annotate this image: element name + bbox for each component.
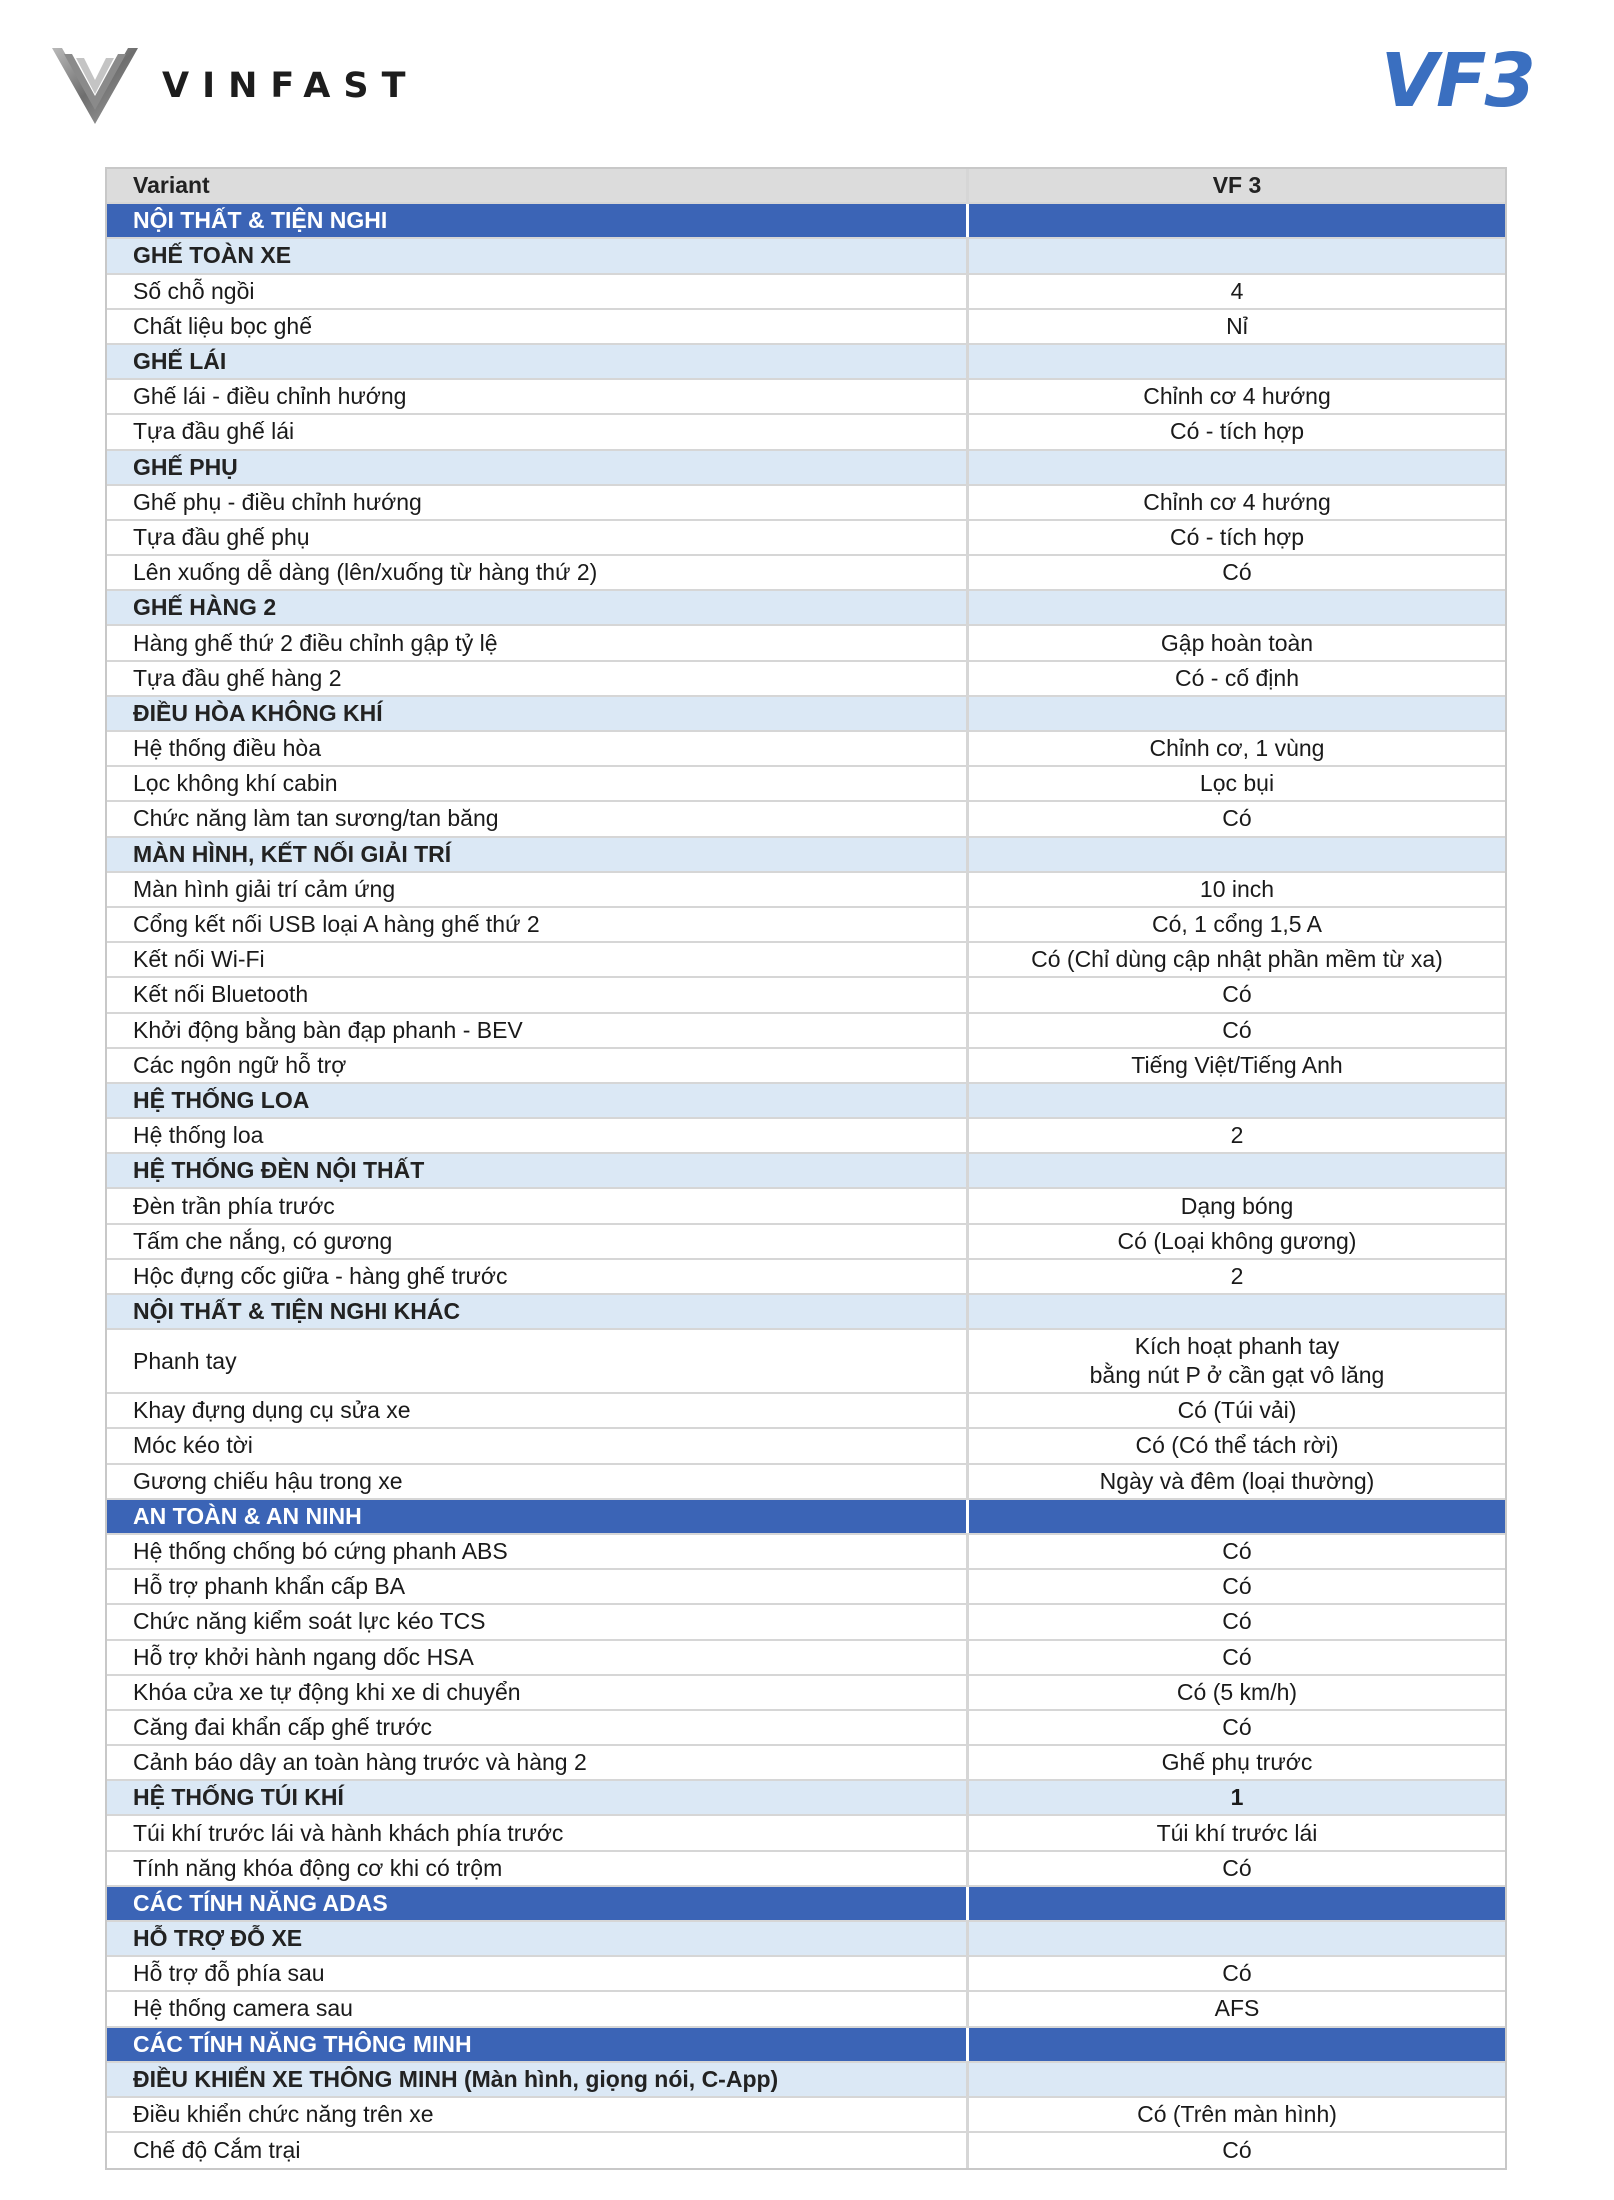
table-row [107,380,1505,415]
row-label: GHẾ TOÀN XE [107,239,969,272]
subsection-row [107,838,1505,873]
row-label: Khởi động bằng bàn đạp phanh - BEV [107,1014,969,1047]
row-label: Tấm che nắng, có gương [107,1225,969,1258]
table-row [107,626,1505,661]
row-label: Màn hình giải trí cảm ứng [107,873,969,906]
row-value: Có (Chỉ dùng cập nhật phần mềm từ xa) [1031,946,1443,973]
row-label: Chức năng làm tan sương/tan băng [107,802,969,835]
table-row [107,873,1505,908]
row-label: Hệ thống điều hòa [107,732,969,765]
row-value: Có - tích hợp [1170,523,1304,550]
row-value: Có [1222,1016,1252,1043]
row-label: Tựa đầu ghế hàng 2 [107,662,969,695]
row-value: Chỉnh cơ 4 hướng [1143,488,1331,515]
row-value: Có [1222,981,1252,1008]
row-label: Hỗ trợ khởi hành ngang dốc HSA [107,1641,969,1674]
table-row [107,310,1505,345]
table-row [107,1570,1505,1605]
row-value [969,1295,1505,1328]
row-value [969,697,1505,730]
row-value: Có [1222,1573,1252,1600]
row-value: Có - cố định [1174,664,1299,691]
row-value: Có, 1 cổng 1,5 A [1151,911,1323,938]
table-row [107,908,1505,943]
row-value: Chỉnh cơ 4 hướng [1143,383,1331,410]
table-row [107,1260,1505,1295]
row-value: Có (Túi vải) [1177,1397,1297,1424]
table-row [107,2133,1505,2168]
row-label: Hệ thống camera sau [107,1992,969,2025]
row-label: Ghế phụ - điều chỉnh hướng [107,486,969,519]
row-label: Cảnh báo dây an toàn hàng trước và hàng 2 [107,1746,969,1779]
subsection-row [107,451,1505,486]
header-variant-value: VF 3 [1212,172,1262,199]
row-label: Số chỗ ngồi [107,275,969,308]
subsection-row [107,1781,1505,1816]
row-label: GHẾ LÁI [107,345,969,378]
row-label: Hệ thống loa [107,1119,969,1152]
section-row [107,1887,1505,1922]
row-value [969,1922,1505,1955]
table-row [107,1605,1505,1640]
table-row [107,978,1505,1013]
row-label: Điều khiển chức năng trên xe [107,2098,969,2131]
row-value: Có [1222,559,1252,586]
row-value: Có [1222,2137,1252,2164]
table-row [107,802,1505,837]
row-value: Có [1222,1608,1252,1635]
table-row [107,732,1505,767]
row-label: AN TOÀN & AN NINH [107,1500,969,1533]
row-label: Tựa đầu ghế lái [107,415,969,448]
vinfast-logo [50,42,418,130]
row-value: 1 [1230,1784,1244,1811]
vinfast-v-icon [50,44,140,128]
row-value [969,591,1505,624]
row-label: HỆ THỐNG LOA [107,1084,969,1117]
table-row [107,1957,1505,1992]
row-value: Có [1222,1960,1252,1987]
section-row [107,204,1505,239]
table-row [107,1465,1505,1500]
row-label: Chức năng kiểm soát lực kéo TCS [107,1605,969,1638]
row-value: Chỉnh cơ, 1 vùng [1149,735,1325,762]
row-label: Tựa đầu ghế phụ [107,521,969,554]
table-row [107,1676,1505,1711]
table-row [107,1429,1505,1464]
row-label: Gương chiếu hậu trong xe [107,1465,969,1498]
row-value [969,1500,1505,1533]
subsection-row [107,697,1505,732]
table-row [107,1014,1505,1049]
row-label: Chất liệu bọc ghế [107,310,969,343]
row-value: Gập hoàn toàn [1160,629,1314,656]
row-label: Cổng kết nối USB loại A hàng ghế thứ 2 [107,908,969,941]
table-row [107,1711,1505,1746]
subsection-row [107,345,1505,380]
row-label: Ghế lái - điều chỉnh hướng [107,380,969,413]
row-value: Có (Trên màn hình) [1137,2101,1337,2128]
row-value [969,345,1505,378]
table-row [107,1992,1505,2027]
table-row [107,767,1505,802]
table-row [107,415,1505,450]
table-row [107,1535,1505,1570]
row-value: Ngày và đêm (loại thường) [1099,1467,1375,1494]
header-variant-label: Variant [107,169,969,202]
row-value: Có (Có thể tách rời) [1135,1432,1339,1459]
row-label: Phanh tay [107,1330,969,1392]
table-row [107,1394,1505,1429]
row-value: Ghế phụ trước [1161,1749,1313,1776]
subsection-row [107,591,1505,626]
row-value: 2 [1230,1122,1244,1149]
row-value: 4 [1230,277,1244,304]
row-value: Có [1222,1643,1252,1670]
table-row [107,2098,1505,2133]
model-logo: VF3 [1380,38,1534,124]
table-row [107,1189,1505,1224]
row-label: Lên xuống dễ dàng (lên/xuống từ hàng thứ 2) [107,556,969,589]
table-row [107,1330,1505,1394]
row-label: Hệ thống chống bó cứng phanh ABS [107,1535,969,1568]
row-label: Hỗ trợ đỗ phía sau [107,1957,969,1990]
table-row [107,1641,1505,1676]
row-value: Có [1222,1713,1252,1740]
row-label: HỆ THỐNG ĐÈN NỘI THẤT [107,1154,969,1187]
row-value [969,204,1505,237]
subsection-row [107,1154,1505,1189]
row-label: Lọc không khí cabin [107,767,969,800]
table-body [107,204,1505,2168]
row-value [969,2063,1505,2096]
row-value [969,1084,1505,1117]
row-label: HỖ TRỢ ĐỖ XE [107,1922,969,1955]
row-label: MÀN HÌNH, KẾT NỐI GIẢI TRÍ [107,838,969,871]
row-value: Tiếng Việt/Tiếng Anh [1131,1051,1343,1078]
table-row [107,1225,1505,1260]
row-value [969,2028,1505,2061]
table-row [107,1816,1505,1851]
brand-name: VINFAST [162,66,419,106]
row-value: Có [1222,805,1252,832]
row-label: Hỗ trợ phanh khẩn cấp BA [107,1570,969,1603]
row-value [969,838,1505,871]
row-label: Móc kéo tời [107,1429,969,1462]
table-row [107,1119,1505,1154]
row-value: 2 [1230,1262,1244,1289]
subsection-row [107,239,1505,274]
table-row [107,275,1505,310]
row-value: Dạng bóng [1180,1192,1294,1219]
row-label: Khay đựng dụng cụ sửa xe [107,1394,969,1427]
table-row [107,662,1505,697]
row-label: Chế độ Cắm trại [107,2133,969,2168]
row-label: Kết nối Bluetooth [107,978,969,1011]
row-value: Lọc bụi [1199,770,1275,797]
row-label: Các ngôn ngữ hỗ trợ [107,1049,969,1082]
row-value [969,1887,1505,1920]
row-label: ĐIỀU HÒA KHÔNG KHÍ [107,697,969,730]
row-value: Có - tích hợp [1170,418,1304,445]
row-label: HỆ THỐNG TÚI KHÍ [107,1781,969,1814]
table-row [107,1746,1505,1781]
row-value: Có [1222,1854,1252,1881]
row-value: Có [1222,1538,1252,1565]
row-label: GHẾ HÀNG 2 [107,591,969,624]
table-row [107,1049,1505,1084]
table-header-row [107,169,1505,204]
row-value: 10 inch [1199,875,1275,902]
row-value: Có (Loại không gương) [1117,1227,1357,1254]
row-label: NỘI THẤT & TIỆN NGHI KHÁC [107,1295,969,1328]
subsection-row [107,1922,1505,1957]
row-label: CÁC TÍNH NĂNG THÔNG MINH [107,2028,969,2061]
row-label: ĐIỀU KHIỂN XE THÔNG MINH (Màn hình, giọng nói, C-App) [107,2063,969,2096]
row-label: GHẾ PHỤ [107,451,969,484]
row-value [969,239,1505,272]
row-label: Hàng ghế thứ 2 điều chỉnh gập tỷ lệ [107,626,969,659]
row-label: NỘI THẤT & TIỆN NGHI [107,204,969,237]
table-row [107,486,1505,521]
row-label: Tính năng khóa động cơ khi có trộm [107,1852,969,1885]
row-label: Căng đai khẩn cấp ghế trước [107,1711,969,1744]
row-value: Nỉ [1226,312,1248,339]
section-row [107,1500,1505,1535]
row-value: AFS [1214,1995,1260,2022]
row-label: Hộc đựng cốc giữa - hàng ghế trước [107,1260,969,1293]
row-value [969,1154,1505,1187]
row-label: Đèn trần phía trước [107,1189,969,1222]
row-value [969,451,1505,484]
row-label: CÁC TÍNH NĂNG ADAS [107,1887,969,1920]
row-label: Túi khí trước lái và hành khách phía trước [107,1816,969,1849]
subsection-row [107,1084,1505,1119]
table-row [107,556,1505,591]
section-row [107,2028,1505,2063]
table-row [107,1852,1505,1887]
table-row [107,943,1505,978]
subsection-row [107,2063,1505,2098]
row-value: Có (5 km/h) [1176,1678,1298,1705]
spec-table [105,167,1507,2170]
row-value: Túi khí trước lái [1156,1819,1318,1846]
row-label: Kết nối Wi-Fi [107,943,969,976]
row-value: Kích hoạt phanh tay bằng nút P ở cần gạt vô lăng [1089,1333,1385,1389]
subsection-row [107,1295,1505,1330]
table-row [107,521,1505,556]
row-label: Khóa cửa xe tự động khi xe di chuyển [107,1676,969,1709]
